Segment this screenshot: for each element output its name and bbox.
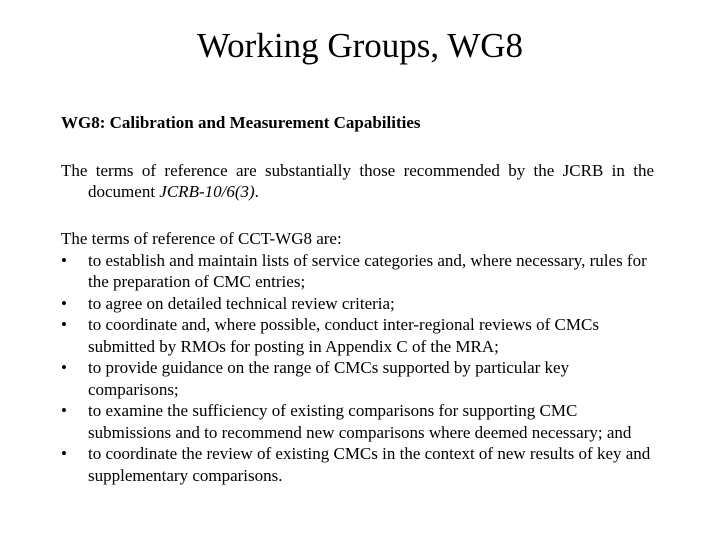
terms-paragraph-line2 [61,181,654,202]
list-item-text: to coordinate and, where possible, conduct inter-regional reviews of CMCs submitted by RMOs for posting in Appendix C of the MRA; [88,315,599,356]
slide-title: Working Groups, WG8 [196,26,524,65]
terms-list-intro: The terms of reference of CCT-WG8 are: [61,229,342,248]
list-item [61,400,661,443]
bullet-icon: • [61,293,67,313]
terms-list-section [61,228,661,486]
list-item [61,293,661,315]
bullet-icon: • [61,444,67,463]
bullet-icon: • [61,315,67,334]
list-item-text: to provide guidance on the range of CMCs supported by particular key comparisons; [88,358,570,399]
bullet-icon: • [61,358,67,377]
list-item [61,314,661,357]
terms-bullet-list [61,250,661,487]
list-item-text: to coordinate the review of existing CMCs in the context of new results of key and supplementary comparisons. [88,444,651,485]
terms-paragraph-suffix: . [254,182,259,201]
list-item [61,357,661,400]
document-reference: JCRB-10/6(3) [159,182,255,201]
terms-paragraph [61,160,654,202]
list-item [61,443,661,486]
list-item-text: to examine the sufficiency of existing comparisons for supporting CMC submissions and to recommend new comparisons where deemed necessary; and [88,401,632,442]
section-heading: WG8: Calibration and Measurement Capabilities [61,113,421,132]
list-item-text: to establish and maintain lists of service categories and, where necessary, rules for the preparation of CMC entries; [88,250,647,291]
bullet-icon: • [61,250,67,270]
terms-paragraph-line1: The terms of reference are substantially those recommended by the JCRB in the [61,161,654,180]
terms-paragraph-prefix: document [88,182,160,201]
list-item-text: to agree on detailed technical review criteria; [88,293,395,313]
list-item [61,250,661,293]
bullet-icon: • [61,401,67,420]
